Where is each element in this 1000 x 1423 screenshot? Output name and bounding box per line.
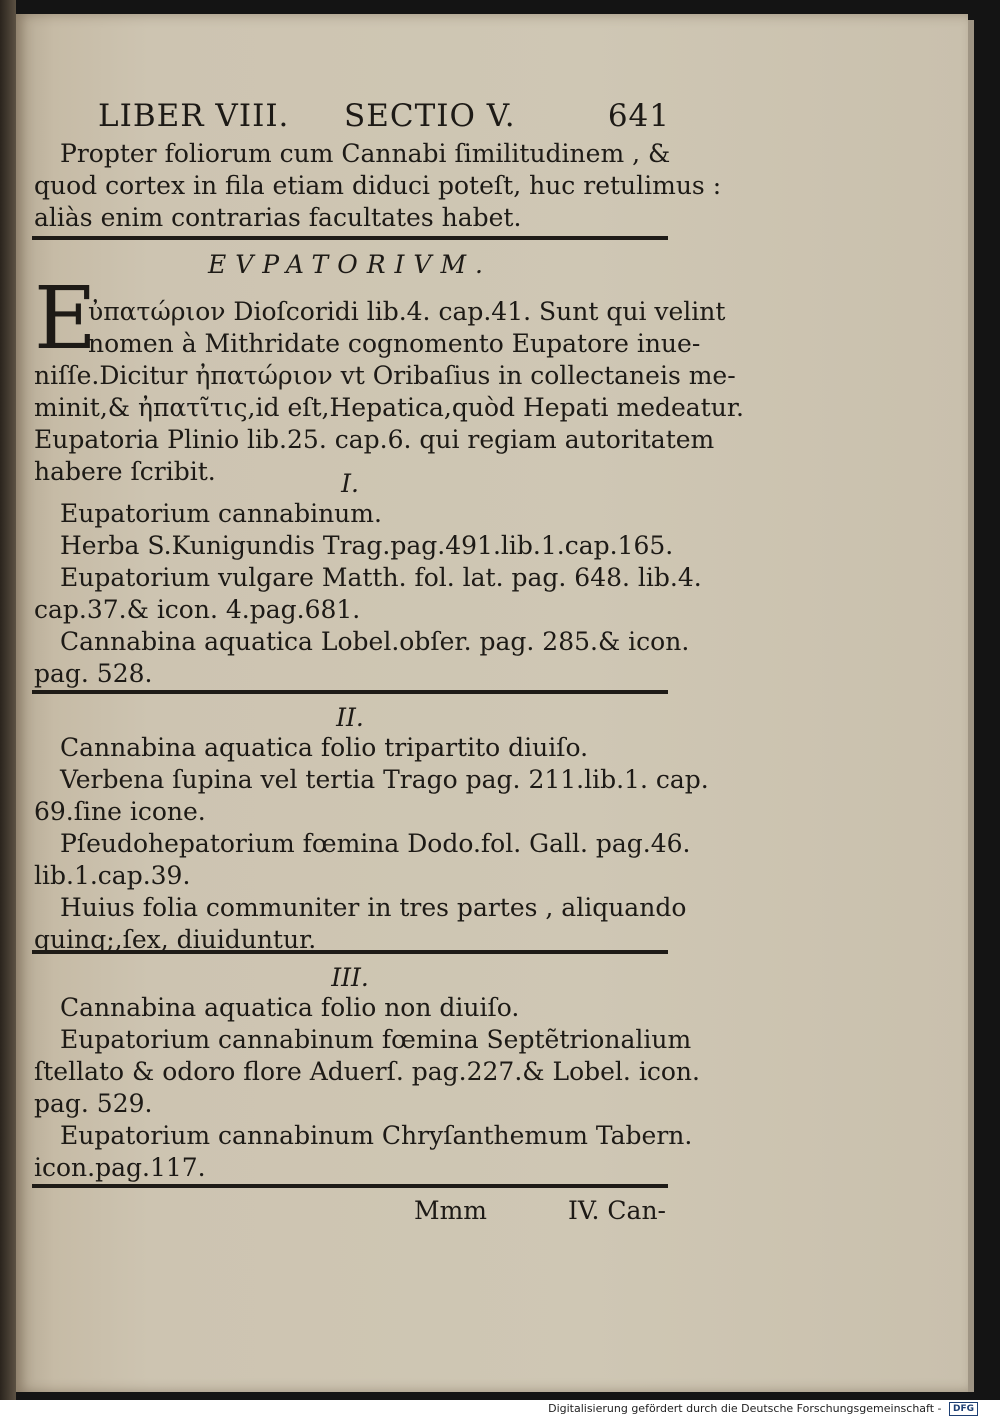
text-line: Cannabina aquatica folio non diuiſo. bbox=[60, 993, 520, 1022]
text-line: Eupatorium cannabinum fœmina Septẽtrionalium bbox=[60, 1025, 692, 1054]
entry-1 bbox=[34, 469, 702, 690]
running-head-book: LIBER VIII. bbox=[98, 98, 290, 134]
entry-3 bbox=[34, 963, 700, 1184]
page-edge bbox=[968, 20, 974, 1392]
section-divider bbox=[32, 236, 668, 240]
text-line: pag. 529. bbox=[34, 1089, 153, 1118]
text-line: nomen à Mithridate cognomento Eupatore inue- bbox=[88, 329, 701, 358]
capped-lines bbox=[88, 296, 726, 360]
text-line: 69.ſine icone. bbox=[34, 797, 206, 826]
catchword-line bbox=[34, 1196, 666, 1230]
text-line: Pſeudohepatorium fœmina Dodo.fol. Gall. pag.46. bbox=[60, 829, 691, 858]
signature-mark: Mmm bbox=[414, 1196, 488, 1225]
text-line: Eupatorium vulgare Matth. fol. lat. pag. 648. lib.4. bbox=[60, 563, 702, 592]
text-line: quinq;,ſex, diuiduntur. bbox=[34, 925, 317, 954]
text-line: aliàs enim contrarias facultates habet. bbox=[34, 203, 522, 232]
drop-cap: E bbox=[34, 269, 97, 369]
dfg-logo: DFG bbox=[949, 1402, 978, 1416]
book-spine bbox=[0, 0, 16, 1400]
entry-divider bbox=[32, 1184, 668, 1188]
page-number: 641 bbox=[607, 98, 670, 134]
text-line: ὐπατώριον Dioſcoridi lib.4. cap.41. Sunt qui velint bbox=[88, 297, 726, 326]
entry-2 bbox=[34, 703, 709, 956]
text-line: cap.37.& icon. 4.pag.681. bbox=[34, 595, 361, 624]
text-line: niſſe.Dicitur ἠπατώριον vt Oribaſius in collectaneis me- bbox=[34, 361, 736, 390]
text-line: Cannabina aquatica Lobel.obſer. pag. 285.& icon. bbox=[60, 627, 690, 656]
text-line: lib.1.cap.39. bbox=[34, 861, 191, 890]
entry-divider bbox=[32, 690, 668, 694]
footer-credit-text: Digitalisierung gefördert durch die Deutsche Forschungsgemeinschaft - bbox=[548, 1402, 942, 1415]
text-line: pag. 528. bbox=[34, 659, 153, 688]
text-line: Propter foliorum cum Cannabi ſimilitudinem , & bbox=[60, 139, 671, 168]
text-line: ſtellato & odoro flore Aduerſ. pag.227.& Lobel. icon. bbox=[34, 1057, 700, 1086]
text-line: Eupatorium cannabinum. bbox=[60, 499, 382, 528]
text-line: habere ſcribit. bbox=[34, 457, 216, 486]
entry-divider bbox=[32, 950, 668, 954]
text-line: Cannabina aquatica folio tripartito diuiſo. bbox=[60, 733, 589, 762]
running-head-section: SECTIO V. bbox=[344, 98, 516, 134]
text-line: Herba S.Kunigundis Trag.pag.491.lib.1.cap.165. bbox=[60, 531, 674, 560]
section-title: EVPATORIVM. bbox=[208, 250, 492, 279]
text-line: Eupatorium cannabinum Chryſanthemum Tabern. bbox=[60, 1121, 693, 1150]
entry-numeral: III. bbox=[331, 963, 369, 992]
entry-numeral: I. bbox=[341, 469, 359, 498]
text-line: Eupatoria Plinio lib.25. cap.6. qui regiam autoritatem bbox=[34, 425, 715, 454]
text-line: quod cortex in fila etiam diduci poteſt, huc retulimus : bbox=[34, 171, 722, 200]
footer-credit bbox=[548, 1402, 978, 1420]
catchword: IV. Can- bbox=[567, 1196, 666, 1225]
running-head bbox=[98, 98, 670, 138]
text-line: Verbena ſupina vel tertia Trago pag. 211.lib.1. cap. bbox=[60, 765, 709, 794]
intro-paragraph bbox=[34, 138, 722, 234]
text-line: minit,& ἠπατῖτις,id eſt,Hepatica,quòd Hepati medeatur. bbox=[34, 393, 744, 422]
text-line: icon.pag.117. bbox=[34, 1153, 206, 1182]
entry-numeral: II. bbox=[336, 703, 364, 732]
text-line: Huius folia communiter in tres partes , aliquando bbox=[60, 893, 687, 922]
